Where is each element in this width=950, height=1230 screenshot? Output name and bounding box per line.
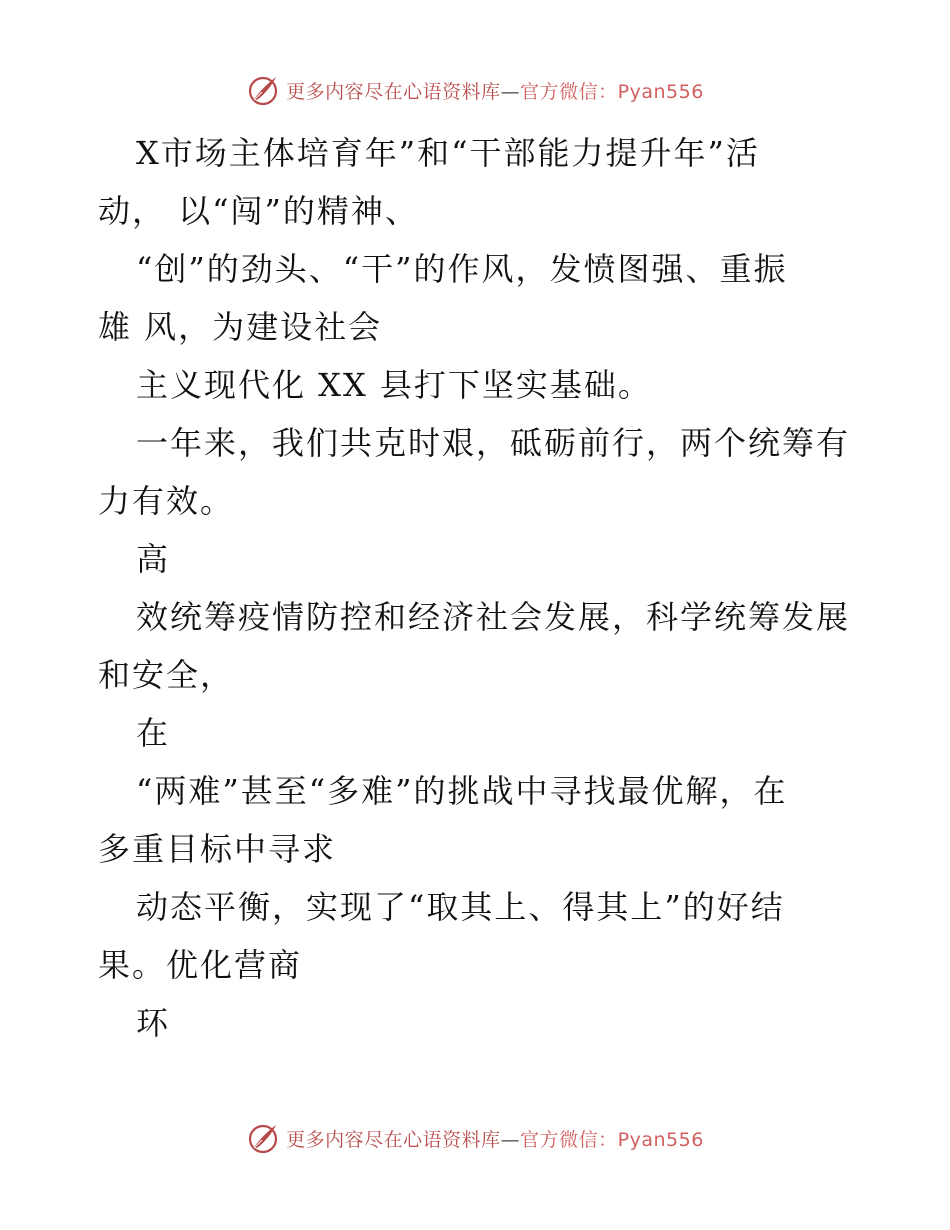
text-line: “两难”甚至“多难”的挑战中寻找最优解，在: [136, 772, 788, 810]
banner-text: [286, 77, 704, 104]
banner-text: [286, 1125, 704, 1152]
banner-dash: —: [500, 1128, 521, 1151]
text-line: 果。优化营商: [98, 946, 303, 984]
text-line: 雄 风，为建设社会: [98, 308, 383, 346]
text-line: 主义现代化 XX 县打下坚实基础。: [136, 366, 652, 404]
text-line: 效统筹疫情防控和经济社会发展，科学统筹发展: [136, 598, 851, 636]
quill-pen-icon: [246, 73, 280, 107]
text-line: 环: [136, 1004, 171, 1042]
document-body: [98, 124, 858, 1052]
text-line: 多重目标中寻求: [98, 830, 337, 868]
text-line: 一年来，我们共克时艰，砥砺前行，两个统筹有: [136, 424, 851, 462]
banner-wechat-text: 官方微信：Pyan556: [520, 1128, 704, 1151]
banner-main-text: 更多内容尽在心语资料库: [286, 80, 501, 103]
text-line: 动态平衡，实现了“取其上、得其上”的好结: [136, 888, 785, 926]
text-line: 高: [136, 540, 171, 578]
text-line: 和安全，: [98, 656, 235, 694]
banner-wechat-text: 官方微信：Pyan556: [520, 80, 704, 103]
text-line: 动， 以“闯”的精神、: [98, 192, 419, 230]
quill-pen-icon: [246, 1121, 280, 1155]
text-line: 力有效。: [98, 482, 235, 520]
header-banner: [0, 70, 950, 110]
text-line: “创”的劲头、“干”的作风，发愤图强、重振: [136, 250, 788, 288]
text-line: 在: [136, 714, 171, 752]
banner-main-text: 更多内容尽在心语资料库: [286, 1128, 501, 1151]
text-line: X市场主体培育年”和“干部能力提升年”活: [136, 134, 760, 172]
banner-dash: —: [500, 80, 521, 103]
footer-banner: [0, 1118, 950, 1158]
